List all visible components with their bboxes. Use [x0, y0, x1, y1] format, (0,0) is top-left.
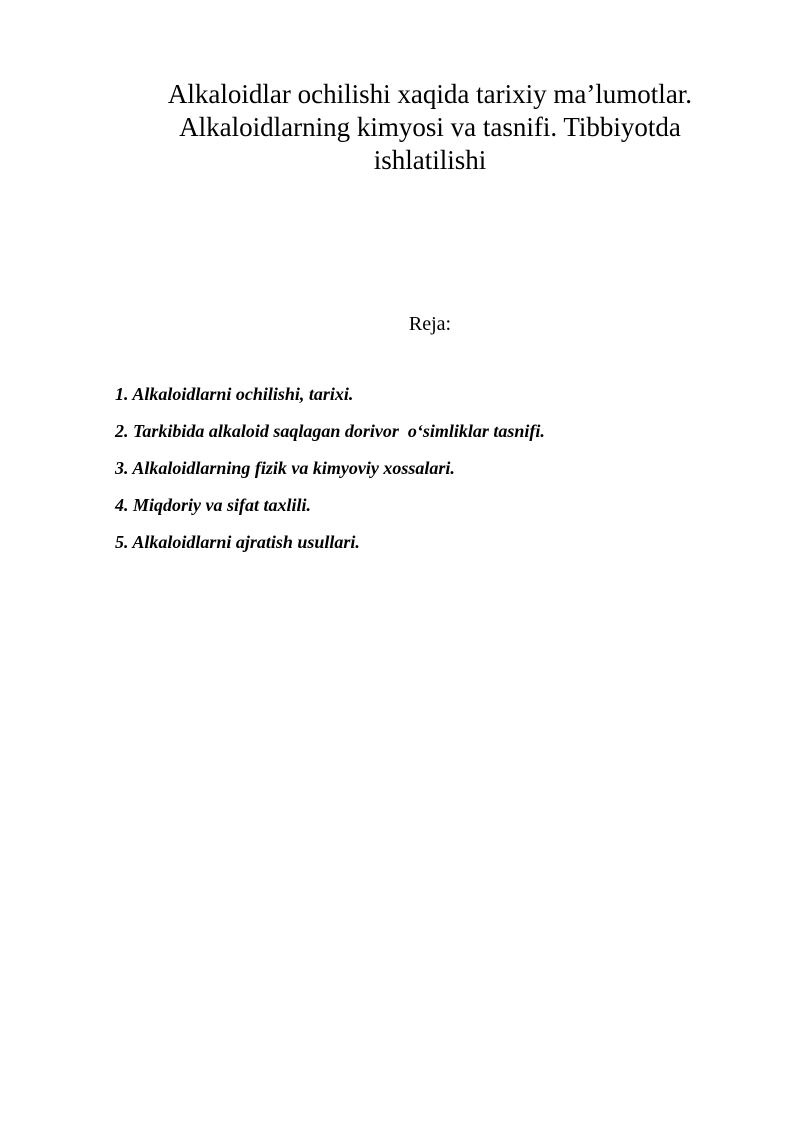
plan-item-4: 4. Miqdoriy va sifat taxlili. [115, 495, 311, 515]
plan-item-3: 3. Alkaloidlarning fizik va kimyoviy xossalari. [115, 458, 455, 478]
title-line-1: Alkaloidlar ochilishi xaqida tarixiy ma’lumotlar. [167, 79, 693, 109]
title-line-3: ishlatilishi [373, 145, 487, 175]
plan-list [115, 382, 735, 567]
title-line-2: Alkaloidlarning kimyosi va tasnifi. Tibbiyotda [179, 112, 681, 142]
plan-heading: Reja: [408, 313, 452, 335]
plan-item-1: 1. Alkaloidlarni ochilishi, tarixi. [115, 384, 354, 404]
plan-item-2: 2. Tarkibida alkaloid saqlagan dorivor o‘simliklar tasnifi. [115, 421, 545, 441]
document-title [140, 78, 720, 177]
plan-item-5: 5. Alkaloidlarni ajratish usullari. [115, 532, 360, 552]
